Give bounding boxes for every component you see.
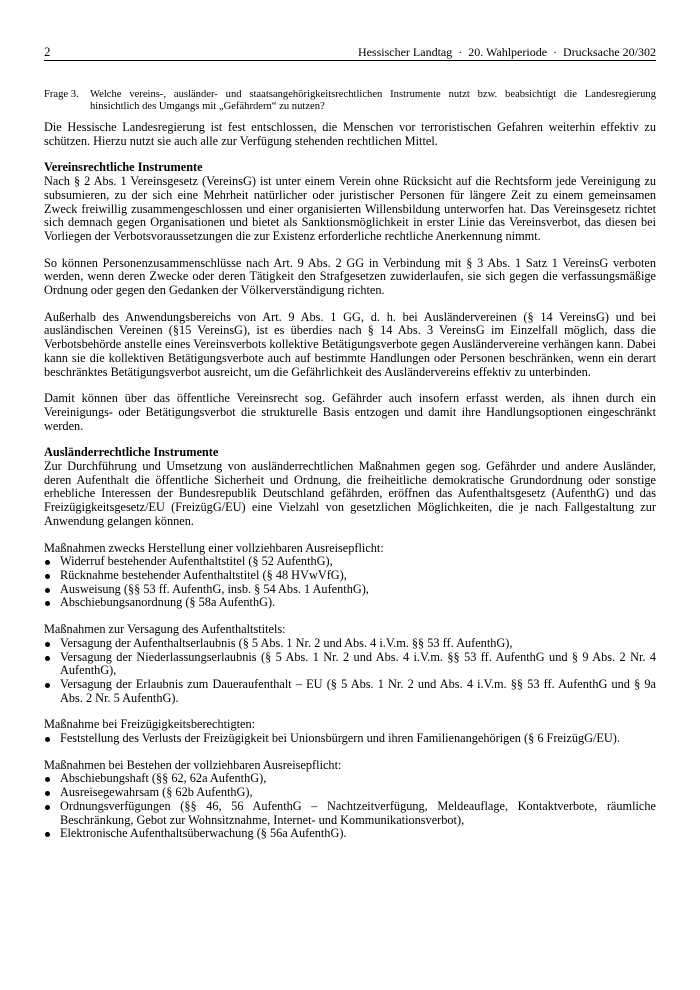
list-item: Abschiebungshaft (§§ 62, 62a AufenthG), xyxy=(44,772,656,786)
bullet-list xyxy=(44,637,656,706)
list-item: Rücknahme bestehender Aufenthaltstitel (§ 48 HVwVfG), xyxy=(44,569,656,583)
bullet-icon xyxy=(45,683,50,688)
document-body xyxy=(44,121,656,854)
page-number: 2 xyxy=(44,44,51,59)
list-intro: Maßnahme bei Freizügigkeitsberechtigten: xyxy=(44,717,256,732)
bullet-icon xyxy=(45,777,50,782)
paragraph: Damit können über das öffentliche Vereinsrecht sog. Gefährder auch insofern erfasst werden, als ihnen durch ein Vereinigungs- oder Betätigungsverbot die strukturelle Basis entzogen und damit ihre Handlungsoptionen eingeschränkt werden. xyxy=(44,391,656,433)
question-block xyxy=(44,89,656,113)
list-item: Versagung der Niederlassungserlaubnis (§ 5 Abs. 1 Nr. 2 und Abs. 4 i.V.m. §§ 53 ff. AufenthG und § 9 Abs. 2 Nr. 4 AufenthG), xyxy=(44,651,656,678)
paragraph: Nach § 2 Abs. 1 Vereinsgesetz (VereinsG) ist unter einem Verein ohne Rücksicht auf die Rechtsform jede Vereinigung zu subsumieren, zu der sich eine Mehrheit natürlicher oder juristischer Personen für längere Zeit zu einem gemeinsamen Zweck freiwillig zusammengeschlossen und einer organisierten Willensbildung unterworfen hat. Das Vereinsgesetz richtet sich demnach gegen Organisationen und bietet als Sanktionsmöglichkeit in erster Linie das Vereinsverbot, das diesen bei Vorliegen der Verbotsvoraussetzungen die zur Existenz erforderliche rechtliche Anerkennung nimmt. xyxy=(44,174,656,243)
bullet-list xyxy=(44,555,656,610)
running-title: Hessischer Landtag · 20. Wahlperiode · Drucksache 20/302 xyxy=(357,45,656,59)
list-item: Widerruf bestehender Aufenthaltstitel (§ 52 AufenthG), xyxy=(44,555,656,569)
bullet-icon xyxy=(45,560,50,565)
bullet-icon xyxy=(45,656,50,661)
bullet-list xyxy=(44,732,656,746)
running-header xyxy=(44,44,656,61)
bullet-list xyxy=(44,772,656,841)
list-item: Ausweisung (§§ 53 ff. AufenthG, insb. § 54 Abs. 1 AufenthG), xyxy=(44,583,656,597)
bullet-icon xyxy=(45,805,50,810)
bullet-icon xyxy=(45,791,50,796)
section-heading-vereinsrecht: Vereinsrechtliche Instrumente xyxy=(44,160,203,175)
section-heading-auslaenderrecht: Ausländerrechtliche Instrumente xyxy=(44,445,219,460)
question-text: Welche vereins-, ausländer- und staatsangehörigkeitsrechtlichen Instrumente nutzt bzw. beabsichtigt die Landesregierung hinsichtlich des Umgangs mit „Gefährdern“ zu nutzen? xyxy=(90,89,656,112)
bullet-icon xyxy=(45,601,50,606)
list-intro: Maßnahmen zwecks Herstellung einer vollziehbaren Ausreisepflicht: xyxy=(44,540,384,555)
list-item: Feststellung des Verlusts der Freizügigkeit bei Unionsbürgern und ihren Familienangehörigen (§ 6 FreizügG/EU). xyxy=(44,732,656,746)
paragraph: Zur Durchführung und Umsetzung von ausländerrechtlichen Maßnahmen gegen sog. Gefährder und andere Ausländer, deren Aufenthalt die öffentliche Sicherheit und Ordnung, die freiheitliche demokratische Grundordnung oder sonstige erhebliche Interessen der Bundesrepublik Deutschland gefährden, eröffnen das Aufenthaltsgesetz (AufenthG) und das Freizügigkeitsgesetz/EU (FreizügG/EU) eine Vielzahl von gesetzlichen Möglichkeiten, die je nach Fallgestaltung zur Anwendung gelangen können. xyxy=(44,459,656,528)
list-item: Versagung der Erlaubnis zum Daueraufenthalt – EU (§ 5 Abs. 1 Nr. 2 und Abs. 4 i.V.m. §§ 53 ff. AufenthG und § 9a Abs. 2 Nr. 5 AufenthG). xyxy=(44,678,656,705)
bullet-icon xyxy=(45,832,50,837)
bullet-icon xyxy=(45,574,50,579)
bullet-icon xyxy=(45,588,50,593)
list-item: Versagung der Aufenthaltserlaubnis (§ 5 Abs. 1 Nr. 2 und Abs. 4 i.V.m. §§ 53 ff. AufenthG), xyxy=(44,637,656,651)
list-item: Ordnungsverfügungen (§§ 46, 56 AufenthG – Nachtzeitverfügung, Meldeauflage, Kontaktverbote, räumliche Beschränkung, Gebot zur Wohnsitznahme, Internet- und Kommunikationsverbot), xyxy=(44,800,656,827)
question-label: Frage 3. xyxy=(44,89,79,100)
bullet-icon xyxy=(45,737,50,742)
list-item: Elektronische Aufenthaltsüberwachung (§ 56a AufenthG). xyxy=(44,827,656,841)
list-intro: Maßnahmen bei Bestehen der vollziehbaren Ausreisepflicht: xyxy=(44,757,342,772)
paragraph: Außerhalb des Anwendungsbereichs von Art. 9 Abs. 1 GG, d. h. bei Ausländervereinen (§ 14 VereinsG) und bei ausländischen Vereinen (§15 VereinsG), ist es überdies nach § 14 Abs. 3 VereinsG im Einzelfall möglich, dass die Verbotsbehörde anstelle eines Vereinsverbots kollektive Betätigungsverbote gegen Ausländervereine verhängen kann. Dabei kann sie die kollektiven Betätigungsverbote auch auf bestimmte Handlungen oder Personen beschränken, wenn ein derart beschränktes Betätigungsverbot ausreicht, um die Gefährlichkeit des Ausländervereins effektiv zu unterbinden. xyxy=(44,309,656,379)
bullet-icon xyxy=(45,642,50,647)
list-intro: Maßnahmen zur Versagung des Aufenthaltstitels: xyxy=(44,622,286,637)
intro-paragraph: Die Hessische Landesregierung ist fest entschlossen, die Menschen vor terroristischen Gefahren weiterhin effektiv zu schützen. Hierzu nutzt sie auch alle zur Verfügung stehenden rechtlichen Mittel. xyxy=(44,120,656,148)
list-item: Abschiebungsanordnung (§ 58a AufenthG). xyxy=(44,596,656,610)
paragraph: So können Personenzusammenschlüsse nach Art. 9 Abs. 2 GG in Verbindung mit § 3 Abs. 1 Satz 1 VereinsG verboten werden, wenn deren Zwecke oder deren Tätigkeit den Strafgesetzen zuwiderlaufen, sie sich gegen die verfassungsmäßige Ordnung oder gegen den Gedanken der Völkerverständigung richten. xyxy=(44,255,656,298)
list-item: Ausreisegewahrsam (§ 62b AufenthG), xyxy=(44,786,656,800)
